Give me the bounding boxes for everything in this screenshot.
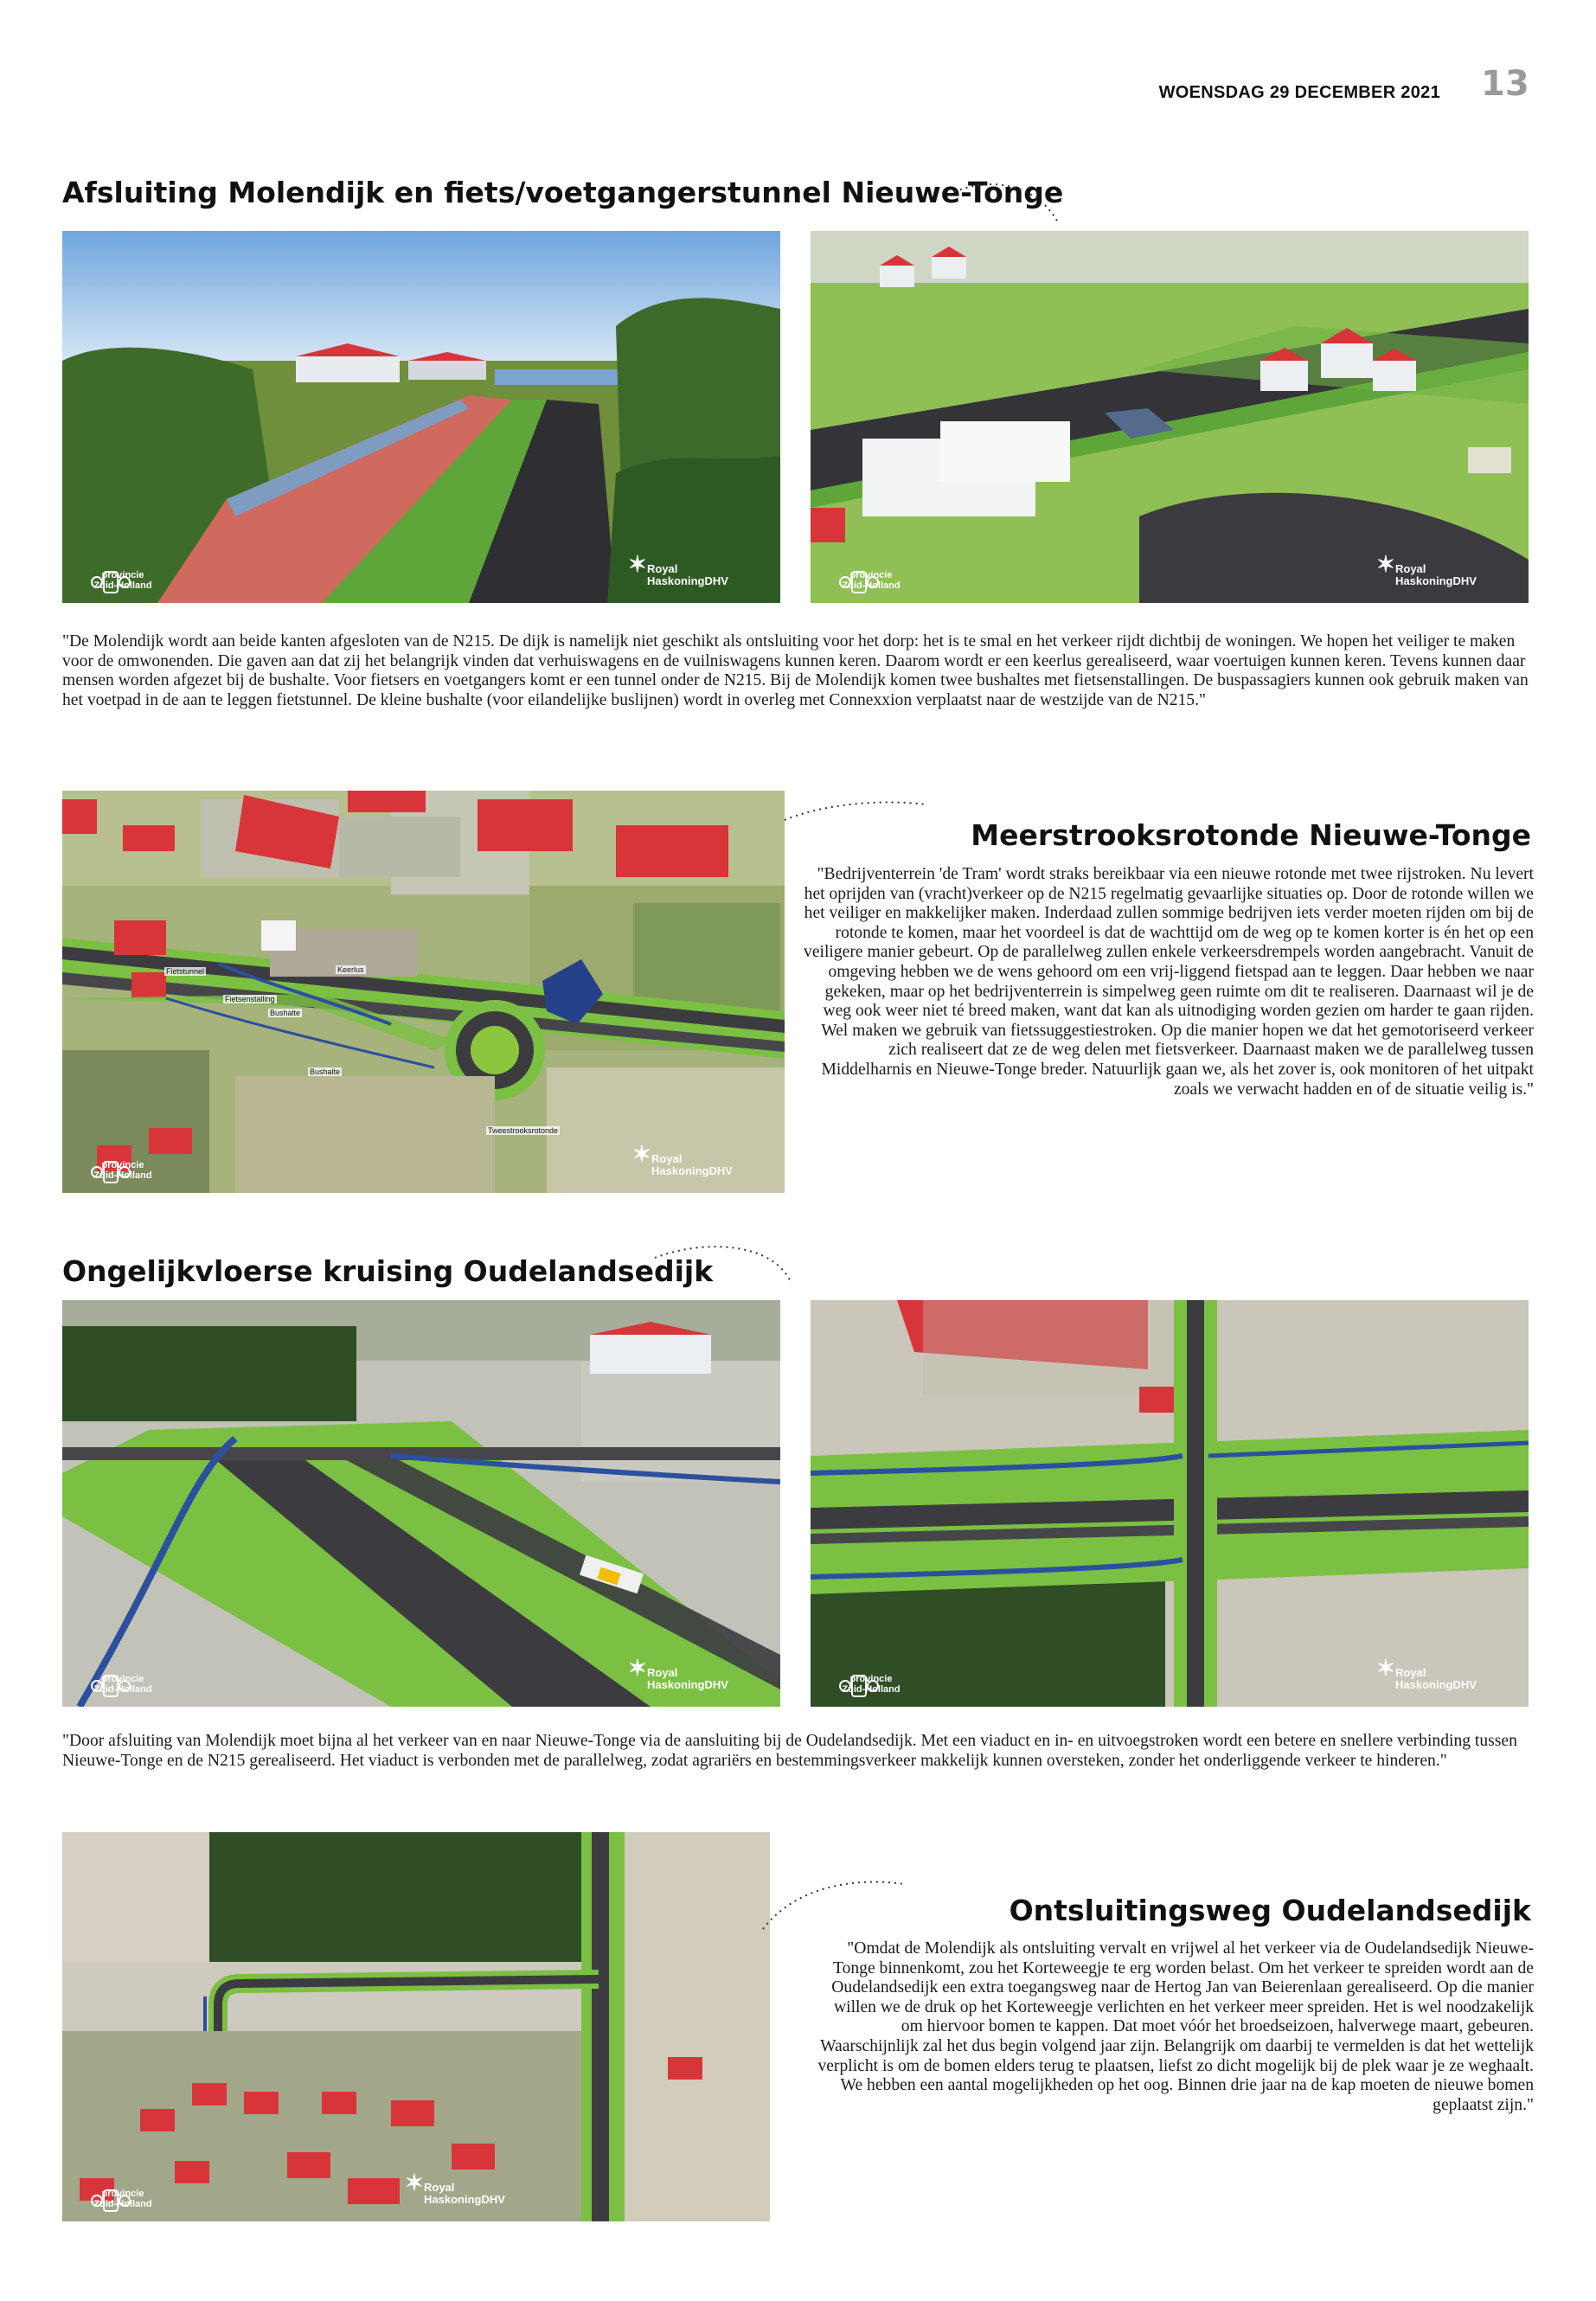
section-text-ontsluitingsweg: "Omdat de Molendijk als ontsluiting vervalt en vrijwel al het verkeer via de Oudelandsedijk Nieuwe-Tonge binnenkomt, zou het Korteweegje te erg worden belast. Om het verkeer te spreiden wordt aan de Oudelandsedijk een extra toegangsweg naar de Hertog Jan van Beierenlaan gerealiseerd. Op die manier willen we de druk op het Korteweegje verlichten en het verkeer meer spreiden. Het is wel noodzakelijk om hiervoor bomen te kappen. Dat moet vóór het broedseizoen, halverwege maart, gebeuren. Waarschijnlijk zal het dus begin volgend jaar zijn. Belangrijk om daarbij te vermelden is dat het wettelijk verplicht is om de bomen elders terug te plaatsen, liefst zo dicht mogelijk bij de plek waar je ze weghaalt. We hebben een aantal mogelijkheden op het oog. Binnen drie jaar na de kap moeten de nieuwe bomen geplaatst zijn." <box>817 1939 1534 2114</box>
star-icon: ✶ <box>632 1141 651 1167</box>
map-label-tunnel: Fietstunnel <box>166 967 205 976</box>
star-icon: ✶ <box>1376 1655 1395 1681</box>
star-icon: ✶ <box>628 1655 647 1681</box>
dotted-connector <box>653 1239 800 1291</box>
provincie-zuid-holland-logo: provincie Zuid-Holland <box>836 570 906 591</box>
crest-icon <box>88 570 133 596</box>
star-icon: ✶ <box>1376 551 1395 577</box>
royal-haskoningdhv-logo: ✶ Royal HaskoningDHV <box>628 551 728 587</box>
render-fietspad <box>62 231 780 603</box>
provincie-zuid-holland-logo: provincie Zuid-Holland <box>88 570 157 591</box>
provincie-zuid-holland-logo: provincie Zuid-Holland <box>88 2189 157 2209</box>
royal-haskoningdhv-logo: ✶ Royal HaskoningDHV <box>405 2170 505 2206</box>
crest-icon <box>836 570 881 596</box>
render-ontsluitingsweg <box>62 1832 770 2221</box>
crest-icon <box>836 1674 881 1700</box>
star-icon: ✶ <box>405 2170 424 2195</box>
crest-icon <box>88 2189 133 2214</box>
section-title-molendijk: Afsluiting Molendijk en fiets/voetgangerstunnel Nieuwe-Tonge <box>62 176 1064 209</box>
render-molendijk-aerial <box>811 231 1529 603</box>
section-title-rotonde: Meerstrooksrotonde Nieuwe-Tonge <box>971 818 1531 852</box>
section-text-molendijk: "De Molendijk wordt aan beide kanten afgesloten van de N215. De dijk is namelijk niet geschikt als ontsluiting voor het dorp: het is te smal en het verkeer rijdt dichtbij de woningen. We hopen het veiliger te maken voor de omwonenden. Die gaven aan dat zij het belangrijk vinden dat verhuiswagens en de vuilniswagens kunnen keren. Daarom wordt er een keerlus gerealiseerd, waar voertuigen kunnen keren. Tevens kunnen daar mensen worden afgezet bij de bushalte. Voor fietsers en voetgangers komt er een tunnel onder de N215. Bij de Molendijk komen twee bushaltes met fietsenstallingen. De buspassagiers kunnen ook gebruik maken van het voetpad in de aan te leggen fietstunnel. De kleine bushalte (voor eilandelijke buslijnen) wordt in overleg met Connexxion verplaatst naar de westzijde van de N215." <box>62 632 1529 709</box>
render-viaduct-top <box>811 1300 1529 1707</box>
map-label-parking: Fietsenstalling <box>225 995 275 1003</box>
section-text-rotonde: "Bedrijventerrein 'de Tram' wordt straks bereikbaar via een nieuwe rotonde met twee rijstroken. Nu levert het oprijden van (vracht)verkeer op de N215 regelmatig gevaarlijke situaties op. Door de rotonde willen we het veiliger en makkelijker maken. Inderdaad zullen sommige bedrijven iets verder moeten rijden om bij de rotonde te komen, maar het voordeel is dat de wachttijd om de weg op te komen korter is én het op een veiligere manier gebeurt. Op de parallelweg zullen enkele verkeersdrempels worden aangebracht. Vanuit de omgeving hebben we de wens gehoord om een vrij-liggend fietspad aan te leggen. Daar hebben we naar gekeken, maar op het bedrijventerrein is simpelweg geen ruimte om dit te realiseren. Daarnaast wil je de weg ook weer niet té breed maken, want dat kan als uitnodiging worden gezien om harder te gaan rijden. Wel maken we gebruik van fietssuggestiestroken. Op die manier hopen we dat het gemotoriseerd verkeer zich realiseert dat ze de weg delen met fietsverkeer. Daarnaast maken we de parallelweg tussen Middelharnis en Nieuwe-Tonge breder. Natuurlijk gaan we, als het zover is, ook monitoren of het uitpakt zoals we verwacht hadden en of de situatie veilig is." <box>804 865 1534 1099</box>
render-viaduct-oblique <box>62 1300 780 1707</box>
section-text-kruising: "Door afsluiting van Molendijk moet bijna al het verkeer van en naar Nieuwe-Tonge via de aansluiting bij de Oudelandsedijk. Met een viaduct en in- en uitvoegstroken wordt een betere en snellere verbinding tussen Nieuwe-Tonge en de N215 gerealiseerd. Het viaduct is verbonden met de parallelweg, zodat agrariërs en bestemmingsverkeer makkelijk kunnen oversteken, zonder het onderliggende verkeer te hinderen." <box>62 1732 1517 1770</box>
map-label-roundabout: Tweestrooksrotonde <box>488 1126 559 1135</box>
map-label-stop1: Bushalte <box>270 1009 301 1017</box>
royal-haskoningdhv-logo: ✶ Royal HaskoningDHV <box>632 1141 733 1177</box>
map-label-turn: Keerlus <box>337 965 364 974</box>
crest-icon <box>88 1674 133 1700</box>
issue-date: WOENSDAG 29 DECEMBER 2021 <box>1158 83 1440 102</box>
provincie-zuid-holland-logo: provincie Zuid-Holland <box>836 1674 906 1695</box>
section-title-ontsluitingsweg: Ontsluitingsweg Oudelandsedijk <box>1009 1894 1531 1927</box>
royal-haskoningdhv-logo: ✶ Royal HaskoningDHV <box>1376 1655 1477 1691</box>
provincie-zuid-holland-logo: provincie Zuid-Holland <box>88 1674 157 1695</box>
royal-haskoningdhv-logo: ✶ Royal HaskoningDHV <box>1376 551 1477 587</box>
provincie-zuid-holland-logo: provincie Zuid-Holland <box>88 1160 157 1181</box>
page-number: 13 <box>1481 64 1529 104</box>
section-title-kruising: Ongelijkvloerse kruising Oudelandsedijk <box>62 1254 714 1288</box>
star-icon: ✶ <box>628 551 647 577</box>
map-meerstrooksrotonde <box>62 791 785 1193</box>
dotted-connector <box>947 177 1068 229</box>
royal-haskoningdhv-logo: ✶ Royal HaskoningDHV <box>628 1655 728 1691</box>
crest-icon <box>88 1160 133 1186</box>
map-label-stop2: Bushalte <box>310 1067 341 1076</box>
